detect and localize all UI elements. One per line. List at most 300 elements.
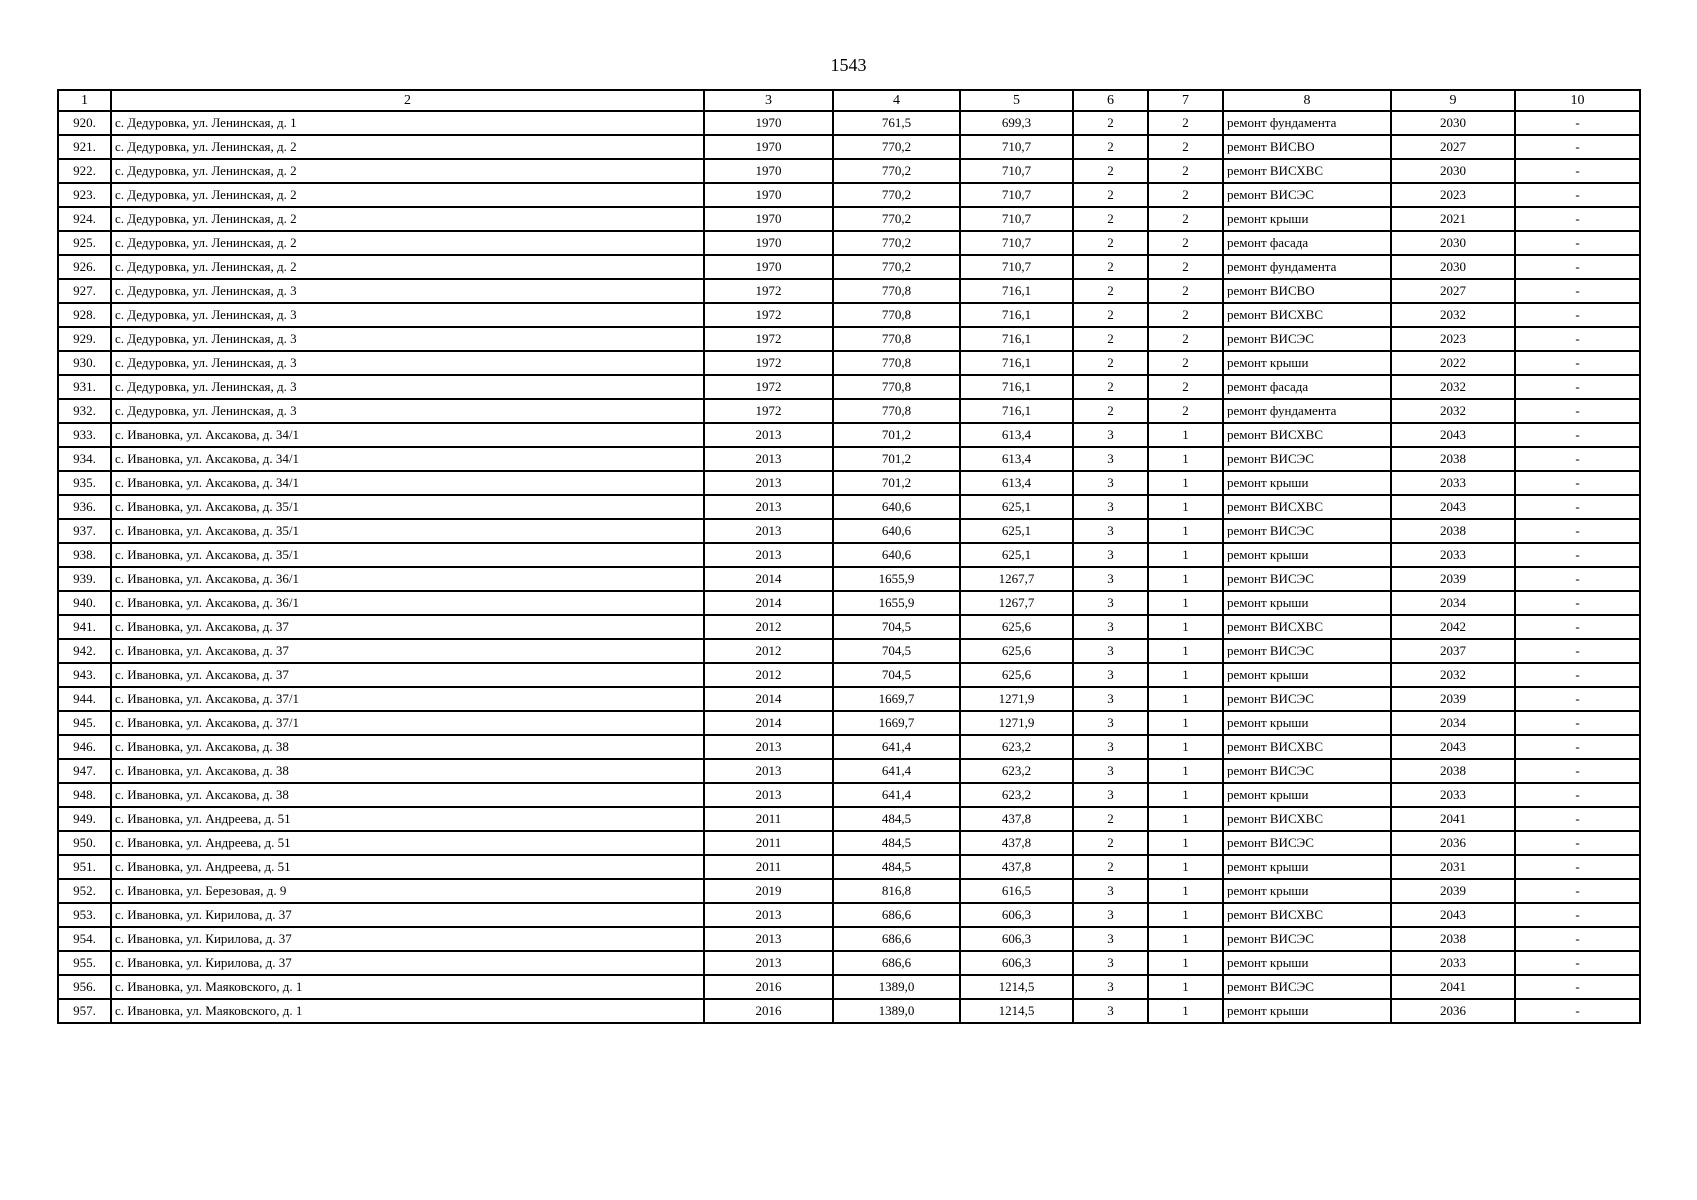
total-area-cell: 1669,7 (833, 687, 960, 711)
entrances-cell: 2 (1148, 303, 1223, 327)
table-row (58, 279, 1640, 303)
row-number-cell: 951. (58, 855, 111, 879)
row-number-cell: 943. (58, 663, 111, 687)
year-cell: 2013 (704, 519, 833, 543)
entrances-cell: 1 (1148, 831, 1223, 855)
table-row (58, 591, 1640, 615)
work-type-cell: ремонт ВИСЭС (1223, 183, 1391, 207)
living-area-cell: 1214,5 (960, 975, 1073, 999)
row-number-cell: 932. (58, 399, 111, 423)
floors-cell: 2 (1073, 255, 1148, 279)
living-area-cell: 625,6 (960, 639, 1073, 663)
row-number-cell: 940. (58, 591, 111, 615)
note-cell: - (1515, 927, 1640, 951)
living-area-cell: 606,3 (960, 927, 1073, 951)
total-area-cell: 701,2 (833, 423, 960, 447)
note-cell: - (1515, 639, 1640, 663)
total-area-cell: 770,2 (833, 255, 960, 279)
address-cell: с. Ивановка, ул. Кирилова, д. 37 (111, 951, 704, 975)
year-cell: 2013 (704, 903, 833, 927)
total-area-cell: 641,4 (833, 783, 960, 807)
row-number-cell: 942. (58, 639, 111, 663)
living-area-cell: 716,1 (960, 303, 1073, 327)
work-type-cell: ремонт крыши (1223, 711, 1391, 735)
total-area-cell: 770,8 (833, 303, 960, 327)
table-row (58, 663, 1640, 687)
floors-cell: 2 (1073, 831, 1148, 855)
total-area-cell: 770,2 (833, 231, 960, 255)
floors-cell: 2 (1073, 279, 1148, 303)
note-cell: - (1515, 567, 1640, 591)
row-number-cell: 957. (58, 999, 111, 1023)
living-area-cell: 613,4 (960, 447, 1073, 471)
living-area-cell: 716,1 (960, 279, 1073, 303)
living-area-cell: 710,7 (960, 231, 1073, 255)
entrances-cell: 2 (1148, 399, 1223, 423)
floors-cell: 3 (1073, 447, 1148, 471)
address-cell: с. Ивановка, ул. Аксакова, д. 36/1 (111, 591, 704, 615)
note-cell: - (1515, 183, 1640, 207)
table-row (58, 231, 1640, 255)
row-number-cell: 946. (58, 735, 111, 759)
table-row (58, 711, 1640, 735)
floors-cell: 2 (1073, 807, 1148, 831)
year-cell: 1972 (704, 399, 833, 423)
entrances-cell: 1 (1148, 759, 1223, 783)
table-row (58, 495, 1640, 519)
note-cell: - (1515, 495, 1640, 519)
address-cell: с. Дедуровка, ул. Ленинская, д. 3 (111, 399, 704, 423)
note-cell: - (1515, 231, 1640, 255)
floors-cell: 2 (1073, 399, 1148, 423)
note-cell: - (1515, 375, 1640, 399)
floors-cell: 2 (1073, 855, 1148, 879)
work-type-cell: ремонт ВИСЭС (1223, 639, 1391, 663)
living-area-cell: 1271,9 (960, 687, 1073, 711)
total-area-cell: 1655,9 (833, 567, 960, 591)
living-area-cell: 1271,9 (960, 711, 1073, 735)
row-number-cell: 926. (58, 255, 111, 279)
work-type-cell: ремонт ВИСЭС (1223, 759, 1391, 783)
entrances-cell: 1 (1148, 783, 1223, 807)
planned-year-cell: 2039 (1391, 879, 1515, 903)
planned-year-cell: 2032 (1391, 303, 1515, 327)
column-header: 3 (704, 90, 833, 111)
year-cell: 2013 (704, 759, 833, 783)
year-cell: 2013 (704, 543, 833, 567)
table-row (58, 519, 1640, 543)
entrances-cell: 1 (1148, 927, 1223, 951)
table-row (58, 255, 1640, 279)
year-cell: 1970 (704, 255, 833, 279)
row-number-cell: 941. (58, 615, 111, 639)
entrances-cell: 1 (1148, 519, 1223, 543)
planned-year-cell: 2030 (1391, 255, 1515, 279)
floors-cell: 3 (1073, 687, 1148, 711)
table-row (58, 831, 1640, 855)
row-number-cell: 937. (58, 519, 111, 543)
column-header: 10 (1515, 90, 1640, 111)
note-cell: - (1515, 759, 1640, 783)
total-area-cell: 704,5 (833, 639, 960, 663)
work-type-cell: ремонт ВИСВО (1223, 135, 1391, 159)
year-cell: 1970 (704, 111, 833, 135)
column-header: 9 (1391, 90, 1515, 111)
entrances-cell: 1 (1148, 543, 1223, 567)
row-number-cell: 936. (58, 495, 111, 519)
table-row (58, 471, 1640, 495)
year-cell: 2013 (704, 447, 833, 471)
note-cell: - (1515, 999, 1640, 1023)
work-type-cell: ремонт ВИСЭС (1223, 567, 1391, 591)
address-cell: с. Дедуровка, ул. Ленинская, д. 3 (111, 351, 704, 375)
planned-year-cell: 2033 (1391, 471, 1515, 495)
table-row (58, 375, 1640, 399)
year-cell: 1972 (704, 351, 833, 375)
living-area-cell: 613,4 (960, 471, 1073, 495)
living-area-cell: 437,8 (960, 831, 1073, 855)
row-number-cell: 953. (58, 903, 111, 927)
total-area-cell: 484,5 (833, 807, 960, 831)
row-number-cell: 929. (58, 327, 111, 351)
living-area-cell: 437,8 (960, 855, 1073, 879)
row-number-cell: 928. (58, 303, 111, 327)
row-number-cell: 922. (58, 159, 111, 183)
total-area-cell: 1669,7 (833, 711, 960, 735)
entrances-cell: 1 (1148, 735, 1223, 759)
entrances-cell: 1 (1148, 975, 1223, 999)
year-cell: 2013 (704, 471, 833, 495)
work-type-cell: ремонт ВИСЭС (1223, 687, 1391, 711)
entrances-cell: 1 (1148, 471, 1223, 495)
table-row (58, 999, 1640, 1023)
note-cell: - (1515, 903, 1640, 927)
year-cell: 2012 (704, 663, 833, 687)
living-area-cell: 710,7 (960, 183, 1073, 207)
total-area-cell: 484,5 (833, 855, 960, 879)
year-cell: 1972 (704, 375, 833, 399)
total-area-cell: 761,5 (833, 111, 960, 135)
planned-year-cell: 2033 (1391, 543, 1515, 567)
row-number-cell: 925. (58, 231, 111, 255)
living-area-cell: 710,7 (960, 207, 1073, 231)
total-area-cell: 770,2 (833, 135, 960, 159)
table-row (58, 567, 1640, 591)
row-number-cell: 947. (58, 759, 111, 783)
work-type-cell: ремонт крыши (1223, 471, 1391, 495)
address-cell: с. Дедуровка, ул. Ленинская, д. 3 (111, 303, 704, 327)
living-area-cell: 1267,7 (960, 567, 1073, 591)
row-number-cell: 920. (58, 111, 111, 135)
note-cell: - (1515, 831, 1640, 855)
floors-cell: 2 (1073, 111, 1148, 135)
living-area-cell: 623,2 (960, 783, 1073, 807)
planned-year-cell: 2032 (1391, 399, 1515, 423)
year-cell: 2012 (704, 639, 833, 663)
total-area-cell: 1655,9 (833, 591, 960, 615)
address-cell: с. Дедуровка, ул. Ленинская, д. 3 (111, 327, 704, 351)
total-area-cell: 686,6 (833, 951, 960, 975)
address-cell: с. Ивановка, ул. Аксакова, д. 35/1 (111, 519, 704, 543)
planned-year-cell: 2030 (1391, 111, 1515, 135)
row-number-cell: 921. (58, 135, 111, 159)
row-number-cell: 935. (58, 471, 111, 495)
planned-year-cell: 2021 (1391, 207, 1515, 231)
floors-cell: 2 (1073, 207, 1148, 231)
entrances-cell: 1 (1148, 447, 1223, 471)
entrances-cell: 1 (1148, 567, 1223, 591)
address-cell: с. Ивановка, ул. Аксакова, д. 35/1 (111, 543, 704, 567)
total-area-cell: 770,8 (833, 279, 960, 303)
note-cell: - (1515, 855, 1640, 879)
entrances-cell: 2 (1148, 327, 1223, 351)
row-number-cell: 956. (58, 975, 111, 999)
year-cell: 2011 (704, 831, 833, 855)
row-number-cell: 927. (58, 279, 111, 303)
floors-cell: 3 (1073, 567, 1148, 591)
note-cell: - (1515, 111, 1640, 135)
year-cell: 1970 (704, 135, 833, 159)
year-cell: 2012 (704, 615, 833, 639)
table-row (58, 135, 1640, 159)
address-cell: с. Дедуровка, ул. Ленинская, д. 2 (111, 159, 704, 183)
planned-year-cell: 2031 (1391, 855, 1515, 879)
address-cell: с. Ивановка, ул. Аксакова, д. 37/1 (111, 687, 704, 711)
work-type-cell: ремонт крыши (1223, 855, 1391, 879)
living-area-cell: 716,1 (960, 351, 1073, 375)
planned-year-cell: 2039 (1391, 687, 1515, 711)
year-cell: 2013 (704, 495, 833, 519)
note-cell: - (1515, 471, 1640, 495)
note-cell: - (1515, 351, 1640, 375)
note-cell: - (1515, 255, 1640, 279)
year-cell: 2019 (704, 879, 833, 903)
work-type-cell: ремонт крыши (1223, 591, 1391, 615)
floors-cell: 3 (1073, 759, 1148, 783)
row-number-cell: 933. (58, 423, 111, 447)
address-cell: с. Дедуровка, ул. Ленинская, д. 3 (111, 279, 704, 303)
living-area-cell: 716,1 (960, 399, 1073, 423)
planned-year-cell: 2039 (1391, 567, 1515, 591)
living-area-cell: 1214,5 (960, 999, 1073, 1023)
table-row (58, 687, 1640, 711)
year-cell: 2014 (704, 711, 833, 735)
row-number-cell: 934. (58, 447, 111, 471)
living-area-cell: 625,6 (960, 615, 1073, 639)
work-type-cell: ремонт фундамента (1223, 111, 1391, 135)
table-row (58, 879, 1640, 903)
address-cell: с. Ивановка, ул. Андреева, д. 51 (111, 807, 704, 831)
planned-year-cell: 2038 (1391, 519, 1515, 543)
work-type-cell: ремонт ВИСЭС (1223, 447, 1391, 471)
planned-year-cell: 2023 (1391, 327, 1515, 351)
total-area-cell: 1389,0 (833, 999, 960, 1023)
entrances-cell: 1 (1148, 807, 1223, 831)
work-type-cell: ремонт ВИСХВС (1223, 423, 1391, 447)
row-number-cell: 938. (58, 543, 111, 567)
note-cell: - (1515, 687, 1640, 711)
work-type-cell: ремонт ВИСВО (1223, 279, 1391, 303)
address-cell: с. Ивановка, ул. Аксакова, д. 36/1 (111, 567, 704, 591)
note-cell: - (1515, 279, 1640, 303)
row-number-cell: 950. (58, 831, 111, 855)
work-type-cell: ремонт ВИСХВС (1223, 615, 1391, 639)
entrances-cell: 2 (1148, 135, 1223, 159)
entrances-cell: 1 (1148, 591, 1223, 615)
total-area-cell: 701,2 (833, 471, 960, 495)
total-area-cell: 816,8 (833, 879, 960, 903)
planned-year-cell: 2022 (1391, 351, 1515, 375)
floors-cell: 3 (1073, 495, 1148, 519)
table-row (58, 327, 1640, 351)
year-cell: 2014 (704, 567, 833, 591)
address-cell: с. Ивановка, ул. Аксакова, д. 37 (111, 615, 704, 639)
address-cell: с. Ивановка, ул. Аксакова, д. 37 (111, 663, 704, 687)
note-cell: - (1515, 135, 1640, 159)
floors-cell: 2 (1073, 135, 1148, 159)
entrances-cell: 2 (1148, 207, 1223, 231)
address-cell: с. Ивановка, ул. Аксакова, д. 35/1 (111, 495, 704, 519)
note-cell: - (1515, 663, 1640, 687)
year-cell: 1970 (704, 231, 833, 255)
table-row (58, 903, 1640, 927)
living-area-cell: 623,2 (960, 735, 1073, 759)
entrances-cell: 1 (1148, 639, 1223, 663)
floors-cell: 3 (1073, 519, 1148, 543)
living-area-cell: 1267,7 (960, 591, 1073, 615)
planned-year-cell: 2041 (1391, 807, 1515, 831)
entrances-cell: 1 (1148, 495, 1223, 519)
living-area-cell: 616,5 (960, 879, 1073, 903)
total-area-cell: 770,8 (833, 327, 960, 351)
note-cell: - (1515, 615, 1640, 639)
work-type-cell: ремонт крыши (1223, 951, 1391, 975)
note-cell: - (1515, 711, 1640, 735)
floors-cell: 2 (1073, 183, 1148, 207)
planned-year-cell: 2033 (1391, 951, 1515, 975)
work-type-cell: ремонт ВИСХВС (1223, 807, 1391, 831)
entrances-cell: 1 (1148, 615, 1223, 639)
header-row (58, 90, 1640, 111)
row-number-cell: 954. (58, 927, 111, 951)
table-row (58, 807, 1640, 831)
floors-cell: 3 (1073, 423, 1148, 447)
column-header: 4 (833, 90, 960, 111)
work-type-cell: ремонт крыши (1223, 351, 1391, 375)
entrances-cell: 1 (1148, 423, 1223, 447)
planned-year-cell: 2036 (1391, 999, 1515, 1023)
address-cell: с. Ивановка, ул. Маяковского, д. 1 (111, 999, 704, 1023)
column-header: 5 (960, 90, 1073, 111)
planned-year-cell: 2043 (1391, 423, 1515, 447)
column-header: 8 (1223, 90, 1391, 111)
note-cell: - (1515, 159, 1640, 183)
total-area-cell: 1389,0 (833, 975, 960, 999)
address-cell: с. Ивановка, ул. Андреева, д. 51 (111, 855, 704, 879)
entrances-cell: 1 (1148, 879, 1223, 903)
note-cell: - (1515, 951, 1640, 975)
note-cell: - (1515, 879, 1640, 903)
floors-cell: 3 (1073, 735, 1148, 759)
floors-cell: 3 (1073, 591, 1148, 615)
column-header: 2 (111, 90, 704, 111)
note-cell: - (1515, 783, 1640, 807)
table-row (58, 639, 1640, 663)
planned-year-cell: 2030 (1391, 159, 1515, 183)
living-area-cell: 710,7 (960, 159, 1073, 183)
year-cell: 2014 (704, 687, 833, 711)
total-area-cell: 701,2 (833, 447, 960, 471)
address-cell: с. Ивановка, ул. Кирилова, д. 37 (111, 903, 704, 927)
table-row (58, 447, 1640, 471)
planned-year-cell: 2032 (1391, 663, 1515, 687)
address-cell: с. Дедуровка, ул. Ленинская, д. 2 (111, 183, 704, 207)
total-area-cell: 704,5 (833, 615, 960, 639)
address-cell: с. Дедуровка, ул. Ленинская, д. 2 (111, 231, 704, 255)
floors-cell: 3 (1073, 783, 1148, 807)
floors-cell: 3 (1073, 903, 1148, 927)
address-cell: с. Ивановка, ул. Андреева, д. 51 (111, 831, 704, 855)
work-type-cell: ремонт ВИСЭС (1223, 927, 1391, 951)
address-cell: с. Ивановка, ул. Маяковского, д. 1 (111, 975, 704, 999)
work-type-cell: ремонт фасада (1223, 375, 1391, 399)
table-row (58, 543, 1640, 567)
work-type-cell: ремонт ВИСЭС (1223, 327, 1391, 351)
entrances-cell: 1 (1148, 687, 1223, 711)
address-cell: с. Ивановка, ул. Аксакова, д. 38 (111, 759, 704, 783)
row-number-cell: 952. (58, 879, 111, 903)
entrances-cell: 2 (1148, 159, 1223, 183)
address-cell: с. Ивановка, ул. Аксакова, д. 34/1 (111, 471, 704, 495)
year-cell: 2013 (704, 927, 833, 951)
entrances-cell: 2 (1148, 375, 1223, 399)
living-area-cell: 625,1 (960, 519, 1073, 543)
total-area-cell: 704,5 (833, 663, 960, 687)
table-row (58, 207, 1640, 231)
year-cell: 1970 (704, 183, 833, 207)
work-type-cell: ремонт крыши (1223, 999, 1391, 1023)
entrances-cell: 1 (1148, 951, 1223, 975)
row-number-cell: 955. (58, 951, 111, 975)
note-cell: - (1515, 447, 1640, 471)
planned-year-cell: 2038 (1391, 759, 1515, 783)
page-number: 1543 (830, 55, 867, 75)
floors-cell: 3 (1073, 879, 1148, 903)
living-area-cell: 623,2 (960, 759, 1073, 783)
work-type-cell: ремонт крыши (1223, 207, 1391, 231)
work-type-cell: ремонт ВИСХВС (1223, 735, 1391, 759)
table-body (58, 111, 1640, 1023)
planned-year-cell: 2043 (1391, 735, 1515, 759)
entrances-cell: 2 (1148, 255, 1223, 279)
work-type-cell: ремонт фундамента (1223, 399, 1391, 423)
row-number-cell: 924. (58, 207, 111, 231)
planned-year-cell: 2041 (1391, 975, 1515, 999)
planned-year-cell: 2037 (1391, 639, 1515, 663)
note-cell: - (1515, 543, 1640, 567)
floors-cell: 2 (1073, 159, 1148, 183)
total-area-cell: 770,8 (833, 351, 960, 375)
note-cell: - (1515, 591, 1640, 615)
row-number-cell: 931. (58, 375, 111, 399)
year-cell: 2013 (704, 735, 833, 759)
table-row (58, 951, 1640, 975)
table-row (58, 351, 1640, 375)
floors-cell: 2 (1073, 231, 1148, 255)
planned-year-cell: 2030 (1391, 231, 1515, 255)
work-type-cell: ремонт ВИСЭС (1223, 975, 1391, 999)
living-area-cell: 625,6 (960, 663, 1073, 687)
